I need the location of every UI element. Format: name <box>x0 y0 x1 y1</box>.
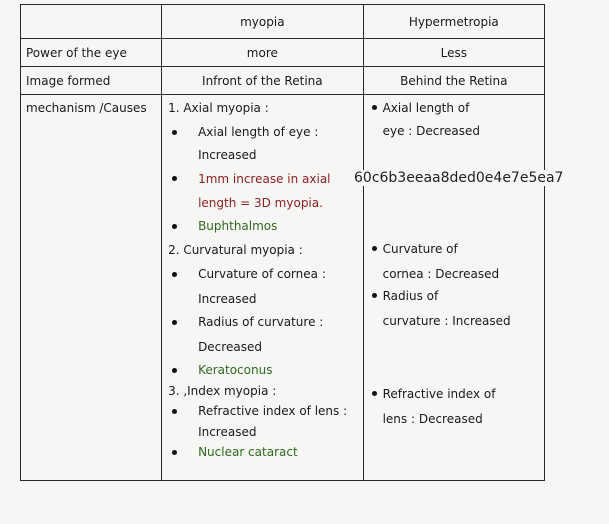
list-item: Increased <box>198 148 257 162</box>
myopia-cell: Infront of the Retina <box>162 67 364 95</box>
bullet-icon <box>172 130 177 135</box>
list-item: 1mm increase in axial <box>198 172 331 186</box>
bullet-icon <box>172 368 177 373</box>
bullet-icon <box>172 176 177 181</box>
header-row <box>21 5 545 39</box>
hyper-cell: Behind the Retina <box>363 67 544 95</box>
list-item: lens : Decreased <box>382 412 483 426</box>
list-item: Radius of curvature : <box>198 315 324 329</box>
mechanism-label-cell <box>21 95 162 481</box>
hyper-cell: Less <box>363 39 544 67</box>
header-blank-cell <box>21 5 162 39</box>
list-item: Axial length of <box>382 101 470 115</box>
bullet-icon <box>172 224 177 229</box>
overlay-id-text: 60c6b3eeaa8ded0e4e7e5ea7 <box>354 170 564 186</box>
hyper-mechanism-cell <box>363 95 544 481</box>
myopia-mechanism-cell <box>162 95 364 481</box>
list-item: Buphthalmos <box>198 219 278 233</box>
row-label: Image formed <box>21 67 162 95</box>
comparison-table <box>20 4 545 481</box>
list-item: cornea : Decreased <box>382 267 500 281</box>
list-item: eye : Decreased <box>382 124 481 138</box>
table-row <box>21 67 545 95</box>
bullet-icon <box>172 272 177 277</box>
list-item: Curvature of <box>382 242 458 256</box>
curvatural-myopia-title: 2. Curvatural myopia : <box>168 243 303 257</box>
list-item: Increased <box>198 292 257 306</box>
axial-myopia-title: 1. Axial myopia : <box>168 101 269 115</box>
row-label: Power of the eye <box>21 39 162 67</box>
list-item: Decreased <box>198 340 262 354</box>
mechanism-row <box>21 95 545 481</box>
table-row <box>21 39 545 67</box>
list-item: Axial length of eye : <box>198 125 319 139</box>
list-item: Refractive index of lens : <box>198 404 348 418</box>
mechanism-label: mechanism /Causes <box>26 101 147 115</box>
myopia-cell: more <box>162 39 364 67</box>
bullet-icon <box>372 391 377 396</box>
bullet-icon <box>172 409 177 414</box>
list-item: length = 3D myopia. <box>198 196 323 210</box>
bullet-icon <box>172 450 177 455</box>
bullet-icon <box>372 246 377 251</box>
list-item: Nuclear cataract <box>198 445 298 459</box>
bullet-icon <box>372 105 377 110</box>
header-hypermetropia: Hypermetropia <box>363 5 544 39</box>
list-item: Radius of <box>382 289 439 303</box>
index-myopia-title: 3. ,Index myopia : <box>168 384 277 398</box>
header-myopia: myopia <box>162 5 364 39</box>
list-item: Increased <box>198 425 257 439</box>
list-item: Refractive index of <box>382 387 496 401</box>
list-item: Keratoconus <box>198 363 273 377</box>
bullet-icon <box>172 320 177 325</box>
bullet-icon <box>372 293 377 298</box>
list-item: Curvature of cornea : <box>198 267 326 281</box>
list-item: curvature : Increased <box>382 314 511 328</box>
